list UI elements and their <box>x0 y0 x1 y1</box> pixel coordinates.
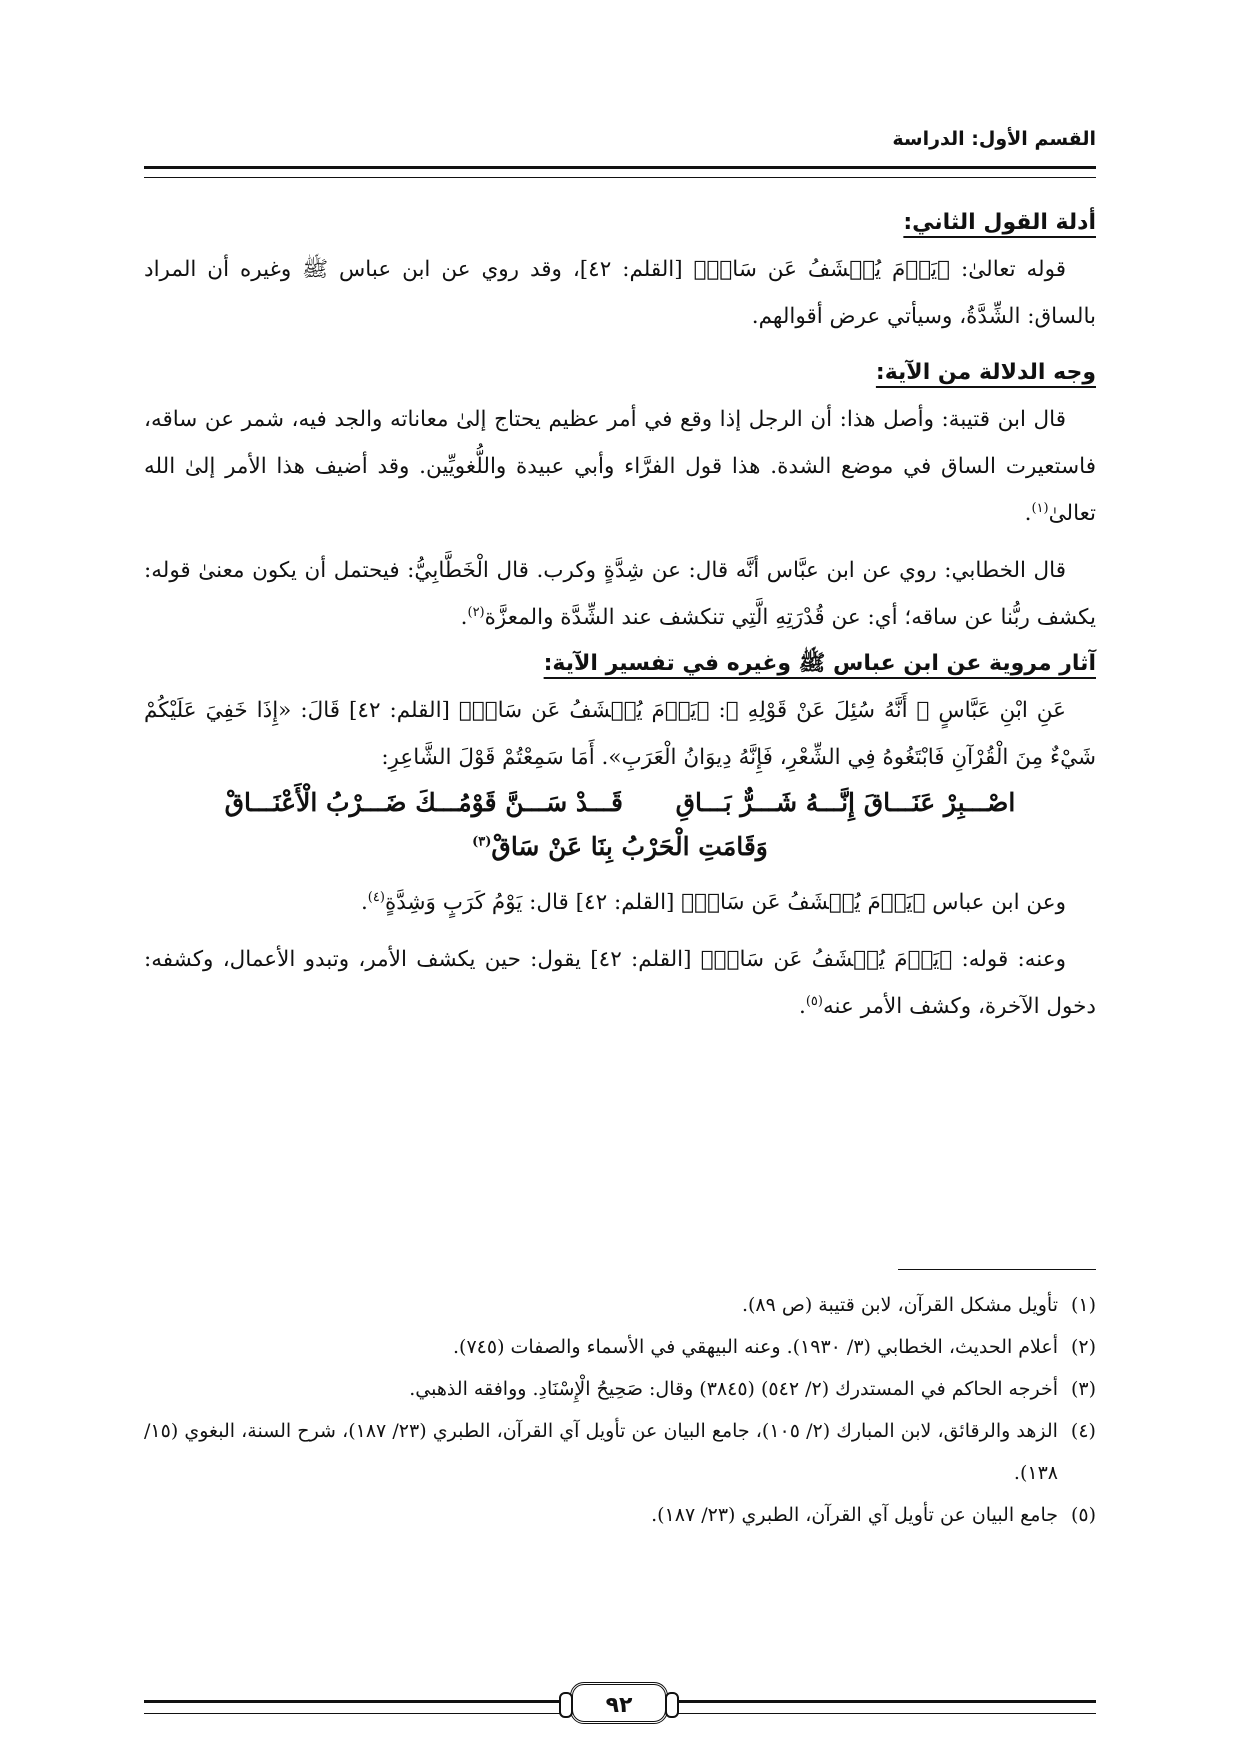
paragraph-ibn-qutaybah: قال ابن قتيبة: وأصل هذا: أن الرجل إذا وقع في أمر عظيم يحتاج إلىٰ معاناته والجد فيه، شمر عن ساقه، فاستعيرت الساق في موضع الشدة. هذا قول الفرَّاء وأبي عبيدة واللُّغويِّين. وقد أضيف هذا الأمر إلىٰ الله تعالىٰ$^{(١)}$. <box>144 407 1096 526</box>
footnote-ref-2[interactable]: (٢) <box>467 604 485 620</box>
footnote-2: (٢)أعلام الحديث، الخطابي (٣/ ١٩٣٠). وعنه البيهقي في الأسماء والصفات (٧٤٥). <box>453 1336 1096 1358</box>
footnote-5: (٥)جامع البيان عن تأويل آي القرآن، الطبري (٢٣/ ١٨٧). <box>651 1504 1096 1526</box>
footnote-separator <box>898 1269 1096 1270</box>
footnotes <box>144 1284 1096 1536</box>
main-text <box>144 200 1096 1030</box>
subheading-evidence: وجه الدلالة من الآية: <box>875 360 1096 385</box>
running-head: القسم الأول: الدراسة <box>892 128 1096 150</box>
poem-hemistich-left: قَـــدْ سَـــنَّ قَوْمُـــكَ ضَـــرْبُ الْأَعْنَـــاقْ <box>224 788 623 817</box>
footer-rule-right <box>671 1700 1096 1714</box>
footer-rule-left <box>144 1700 569 1714</box>
section-heading: أدلة القول الثاني: <box>903 210 1096 235</box>
page-number: ٩٢ <box>570 1682 668 1724</box>
footnote-4: (٤)الزهد والرقائق، لابن المبارك (٢/ ١٠٥)، جامع البيان عن تأويل آي القرآن، الطبري (٢٣/ ١٨٧)، شرح السنة، البغوي (١٥/ ١٣٨). <box>144 1420 1096 1484</box>
footnote-3: (٣)أخرجه الحاكم في المستدرك (٢/ ٥٤٢) (٣٨٤٥) وقال: صَحِيحُ الْإِسْنَادِ. ووافقه الذهبي. <box>409 1378 1096 1400</box>
poem-verse-1 <box>144 781 1096 825</box>
footnote-ref-1[interactable]: (١) <box>1031 500 1049 516</box>
footnote-ref-5[interactable]: (٥) <box>805 993 823 1009</box>
header-double-rule <box>144 166 1096 178</box>
footnote-ref-4[interactable]: (٤) <box>367 889 385 905</box>
paragraph-khattabi: قال الخطابي: روي عن ابن عبَّاس أنَّه قال: عن شِدَّةٍ وكرب. قال الْخَطَّابِيُّ: فيحتمل أن يكون معنىٰ قوله: يكشف ربُّنا عن ساقه؛ أي: عن قُدْرَتِهِ الَّتِي تنكشف عند الشِّدَّة والمعزَّة$^{(٢)}$. <box>144 558 1096 630</box>
footnote-ref-3[interactable]: (٣) <box>472 834 492 850</box>
poem-verse-2: وَقَامَتِ الْحَرْبُ بِنَا عَنْ سَاقْ$^{(٣)}$ <box>472 832 768 861</box>
paragraph-yawm-karb: وعن ابن عباس ﴿يَوۡمَ يُكۡشَفُ عَن سَاقٖ﴾ [القلم: ٤٢] قال: يَوْمُ كَرَبٍ وَشِدَّةٍ$^{(٤)}$. <box>360 889 1066 915</box>
paragraph-kashf-al-amr: وعنه: قوله: ﴿يَوۡمَ يُكۡشَفُ عَن سَاقٖ﴾ [القلم: ٤٢] يقول: حين يكشف الأمر، وتبدو الأعمال، وكشفه: دخول الآخرة، وكشف الأمر عنه$^{(٥)}$. <box>144 947 1096 1019</box>
paragraph-verse: قوله تعالىٰ: ﴿يَوۡمَ يُكۡشَفُ عَن سَاقٖ﴾ [القلم: ٤٢]، وقد روي عن ابن عباس ﷺ وغيره أن المراد بالساق: الشِّدَّةُ، وسيأتي عرض أقوالهم. <box>144 257 1096 329</box>
subheading-narrations: آثار مروية عن ابن عباس ﷺ وغيره في تفسير الآية: <box>543 651 1096 676</box>
poem-hemistich-right: اصْـــبِرْ عَنَـــاقَ إِنَّـــهُ شَـــرٌّ بَـــاقِ <box>675 788 1016 817</box>
paragraph-ibn-abbas: عَنِ ابْنِ عَبَّاسٍ ﷺ أَنَّهُ سُئِلَ عَنْ قَوْلِهِ ﷻ: ﴿يَوۡمَ يُكۡشَفُ عَن سَاقٖ﴾ [القلم: ٤٢] قَالَ: «إِذَا خَفِيَ عَلَيْكُمْ شَيْءٌ مِنَ الْقُرْآنِ فَابْتَغُوهُ فِي الشِّعْرِ، فَإِنَّهُ دِيوَانُ الْعَرَبِ». أَمَا سَمِعْتُمْ قَوْلَ الشَّاعِرِ: <box>144 698 1096 770</box>
footnote-1: (١)تأويل مشكل القرآن، لابن قتيبة (ص ٨٩). <box>741 1294 1096 1316</box>
